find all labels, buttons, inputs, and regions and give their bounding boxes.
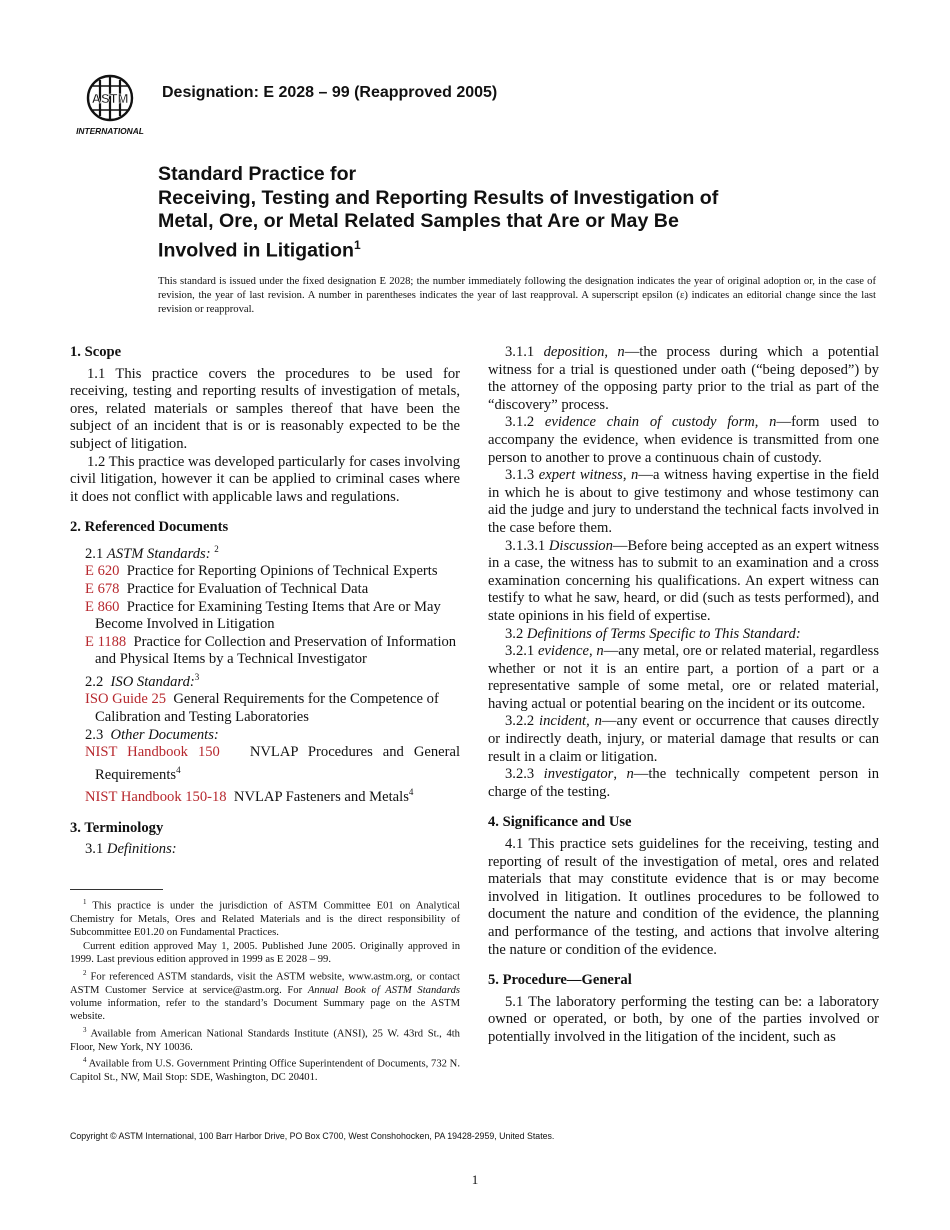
ref-e620 [70,563,460,581]
section-3-heading: 3. Terminology [70,819,164,836]
term-3-2-2-num: 3.2.2 [505,713,535,730]
astm-standards-label [70,541,460,563]
ref-nist-150-18-text: NVLAP Fasteners and Metals [233,789,409,806]
term-3-2-3-text: —the technically competent person in charge of the testing. [488,766,880,800]
ref-nist-150-18 [70,784,460,806]
term-3-1-2-num: 3.1.2 [505,414,535,431]
ref-e620-text: Practice for Reporting Opinions of Technical Experts [126,563,438,580]
right-column [488,344,879,1047]
term-3-2-2-text: —any event or occurrence that causes directly or indirectly death, injury, or material damage that results or can result in a claim or litigation. [488,713,879,765]
term-3-1-3-1-term: Discussion [548,537,613,554]
term-3-2-3-num: 3.2.3 [505,766,535,783]
footnote-3 [70,1024,460,1054]
definitions-text: Definitions: [106,841,177,858]
title-line-3: Metal, Ore, or Metal Related Samples that Are or May Be [158,210,679,232]
term-3-1-3-text: —a witness having expertise in the field in which he is about to give testimony and whose testimony can aid the judge and jury to understand the technical facts involved in the case before them. [488,467,880,536]
footnote-2-italic: Annual Book of ASTM Standards [307,984,460,996]
ref-e678-link[interactable]: E 678 [85,580,120,597]
term-3-2-2-pos: n [594,713,602,730]
section-2-heading: 2. Referenced Documents [70,519,229,536]
ref-iso-guide-25-text: General Requirements for the Competence of Calibration and Testing Laboratories [95,691,439,725]
footnote-1-text: This practice is under the jurisdiction of ASTM Committee E01 on Analytical Chemistry for Metals, Ores and Related Materials and is the direct responsibility of Subcommittee E01.20 on Fundamental Practices. [70,900,460,939]
term-3-1-2-term: evidence chain of custody form [544,414,755,431]
term-3-1-2-text: —form used to accompany the evidence, when evidence is transmitted from one person to another to prove a continuous chain of custody. [488,414,879,466]
title-line-4-text: Involved in Litigation [158,239,354,262]
term-3-2-1-num: 3.2.1 [505,643,535,660]
title-line-1: Standard Practice for [158,163,357,185]
footnote-3-mark: 3 [83,1025,87,1034]
ref-nist-150-18-link[interactable]: NIST Handbook 150-18 [85,789,227,806]
footnote-2-mark: 2 [83,968,87,977]
term-3-1-3: 3.1.3 expert witness, n—a witness having expertise in the field in which he is about to give testimony and whose testimony can aid the judge and jury to understand the technical facts involved in the case before them. [488,467,880,536]
page-number: 1 [471,1172,479,1187]
issue-note: This standard is issued under the fixed designation E 2028; the number immediately following the designation indicates the year of original adoption or, in the case of revision, the year of last revision. A number in parentheses indicates the year of last reapproval. A superscript epsilon (ε) indicates an editorial change since the last revision or reapproval. [158,276,876,315]
footnote-divider [70,889,163,890]
ref-e1188-text: Practice for Collection and Preservation of Information and Physical Items by a Technical Investigator [95,633,457,668]
para-4-1: 4.1 This practice sets guidelines for the receiving, testing and reporting of result of the investigation of metal, ores and related materials that may constitute evidence that is or may become involved in litigation. It outlines procedures to be followed to document the nature and condition of the evidence, the planning and performance of the testing, and actions that involve altering the nature or condition of the evidence. [488,836,879,958]
term-3-1-3-1-text: —Before being accepted as an expert witness in a case, the witness has to submit to an examination and a cross examination concerning his qualifications. An expert witness can testify to what he saw, heard, or did (such as tests performed), and state opinions in his field of expertise. [488,537,879,624]
iso-standard-label [70,669,460,691]
footnote-1 [70,896,460,940]
term-3-1-1-text: —the process during which a potential witness for a trial is questioned under oath (“being deposed”) by the attorney of the opposing party prior to the trial as part of the “discovery” process. [488,344,879,413]
ref-nist-150-fn: 4 [176,764,181,775]
term-3-2-2-term: incident [539,713,587,730]
iso-standard-num: 2.2 [85,673,104,690]
term-3-1-3-num: 3.1.3 [505,467,535,484]
ref-nist-150-18-fn: 4 [408,787,414,798]
title-line-4 [158,234,878,263]
ref-iso-guide-25-link[interactable]: ISO Guide 25 [85,691,167,708]
term-3-1-3-term: expert witness [538,467,623,484]
other-documents-label [70,727,460,745]
para-5-1: 5.1 The laboratory performing the testing can be: a laboratory owned or operated, or both, by one of the parties involved or potentially involved in the litigation of the incident, such as [488,993,879,1045]
footnote-3-text: Available from American National Standards Institute (ANSI), 25 W. 43rd St., 4th Floor, New York, NY 10036. [70,1028,460,1053]
para-1-2: 1.2 This practice was developed particularly for cases involving civil litigation, however it can be applied to criminal cases where it does not conflict with applicable laws and regulations. [70,453,460,505]
footnote-4-text: Available from U.S. Government Printing Office Superintendent of Documents, 732 N. Capitol St., NW, Mail Stop: SDE, Washington, DC 20401. [70,1058,460,1083]
document-title [158,163,878,263]
definitions-specific-text: Definitions of Terms Specific to This Standard: [526,625,801,642]
term-3-2-1-text: —any metal, ore or related material, regardless whether or not it is an entire part, a portion of a part or a representative sample of some metal, ore or related material, having actual or potential bearing on the incident or its outcome. [488,643,879,712]
ref-e678-text: Practice for Evaluation of Technical Data [126,580,369,597]
designation: Designation: E 2028 – 99 (Reapproved 2005) [162,84,498,101]
footnote-1-edition: Current edition approved May 1, 2005. Published June 2005. Originally approved in 1999. Last previous edition approved in 1999 as E 2028 – 99. [70,940,460,966]
ref-nist-150-link[interactable]: NIST Handbook 150 [85,744,220,761]
definitions-specific-num: 3.2 [505,625,524,642]
ref-e620-link[interactable]: E 620 [85,563,120,580]
definitions-specific-label [488,626,879,644]
term-3-2-1-pos: n [596,643,604,660]
section-4-heading: 4. Significance and Use [488,814,632,831]
astm-standards-fn: 2 [214,543,219,554]
footnote-4 [70,1054,460,1084]
term-3-2-1-term: evidence [537,643,589,660]
title-footnote-mark: 1 [353,237,361,252]
ref-iso-guide-25 [70,691,460,726]
left-column [70,344,460,859]
definitions-label [70,841,460,859]
para-1-1: 1.1 This practice covers the procedures to be used for receiving, testing and reporting results of investigation of metals, ores, related materials or samples thereof that have been the subject of an incident that is or is reasonably expected to be the subject of litigation. [70,365,460,452]
footnote-2-text-b: volume information, refer to the standard’s Document Summary page on the ASTM website. [70,997,460,1023]
term-3-2-1: 3.2.1 evidence, n—any metal, ore or related material, regardless whether or not it is an entire part, a portion of a part or a representative sample of some metal, ore or related material, having actual or potential bearing on the incident or its outcome. [488,643,879,712]
footnotes [70,896,460,1084]
term-3-1-1-term: deposition [543,344,605,360]
term-3-1-2-pos: n [769,414,777,431]
term-3-2-3: 3.2.3 investigator, n—the technically competent person in charge of the testing. [488,766,880,800]
ref-e860-text: Practice for Examining Testing Items that Are or May Become Involved in Litigation [95,598,441,633]
iso-standard-text: ISO Standard: [110,673,195,690]
other-documents-num: 2.3 [85,726,104,743]
ref-e678 [70,581,460,599]
ref-e1188-link[interactable]: E 1188 [85,633,127,650]
footnote-1-mark: 1 [83,898,87,906]
footnote-2 [70,967,460,1024]
term-3-2-2: 3.2.2 incident, n—any event or occurrence that causes directly or indirectly death, injury, or material damage that results or can result in a claim or litigation. [488,713,879,765]
term-3-2-3-term: investigator [543,766,614,783]
footnote-2-text-a: For referenced ASTM standards, visit the ASTM website, www.astm.org, or contact ASTM Customer Service at service@astm.org. For [70,971,460,996]
logo-sub: INTERNATIONAL [76,126,144,136]
astm-standards-text: ASTM Standards: [106,545,211,562]
term-3-2-3-pos: n [626,766,634,783]
iso-standard-fn: 3 [194,671,200,682]
ref-nist-150-text: NVLAP Procedures and General Requirements [95,744,460,783]
term-3-1-1-pos: n [617,344,625,360]
ref-e860-link[interactable]: E 860 [85,598,120,615]
definitions-num: 3.1 [85,841,104,858]
section-1-heading: 1. Scope [70,344,122,360]
copyright-notice: Copyright © ASTM International, 100 Barr Harbor Drive, PO Box C700, West Conshohocken, PA 19428-2959, United States. [70,1131,555,1141]
ref-e1188 [70,634,460,669]
footnote-4-mark: 4 [83,1056,87,1065]
logo-brand: ASTM [91,91,129,106]
term-3-1-1: 3.1.1 deposition, n—the process during which a potential witness for a trial is questioned under oath (“being deposed”) by the attorney of the opposing party prior to the trial as part of the “discovery” process. [488,344,879,413]
ref-e860 [70,599,460,634]
title-line-2: Receiving, Testing and Reporting Results of Investigation of [158,186,719,209]
section-5-heading: 5. Procedure—General [488,972,632,989]
term-3-1-1-num: 3.1.1 [505,344,535,360]
term-3-1-3-1 [488,538,879,626]
term-3-1-3-pos: n [631,467,639,484]
other-documents-text: Other Documents: [110,726,219,743]
term-3-1-3-1-num: 3.1.3.1 [505,537,546,554]
astm-standards-num: 2.1 [85,545,104,562]
astm-international-logo [70,72,150,138]
term-3-1-2: 3.1.2 evidence chain of custody form, n—form used to accompany the evidence, when evidence is transmitted from one person to another to prove a continuous chain of custody. [488,414,879,466]
ref-nist-150 [70,744,460,784]
